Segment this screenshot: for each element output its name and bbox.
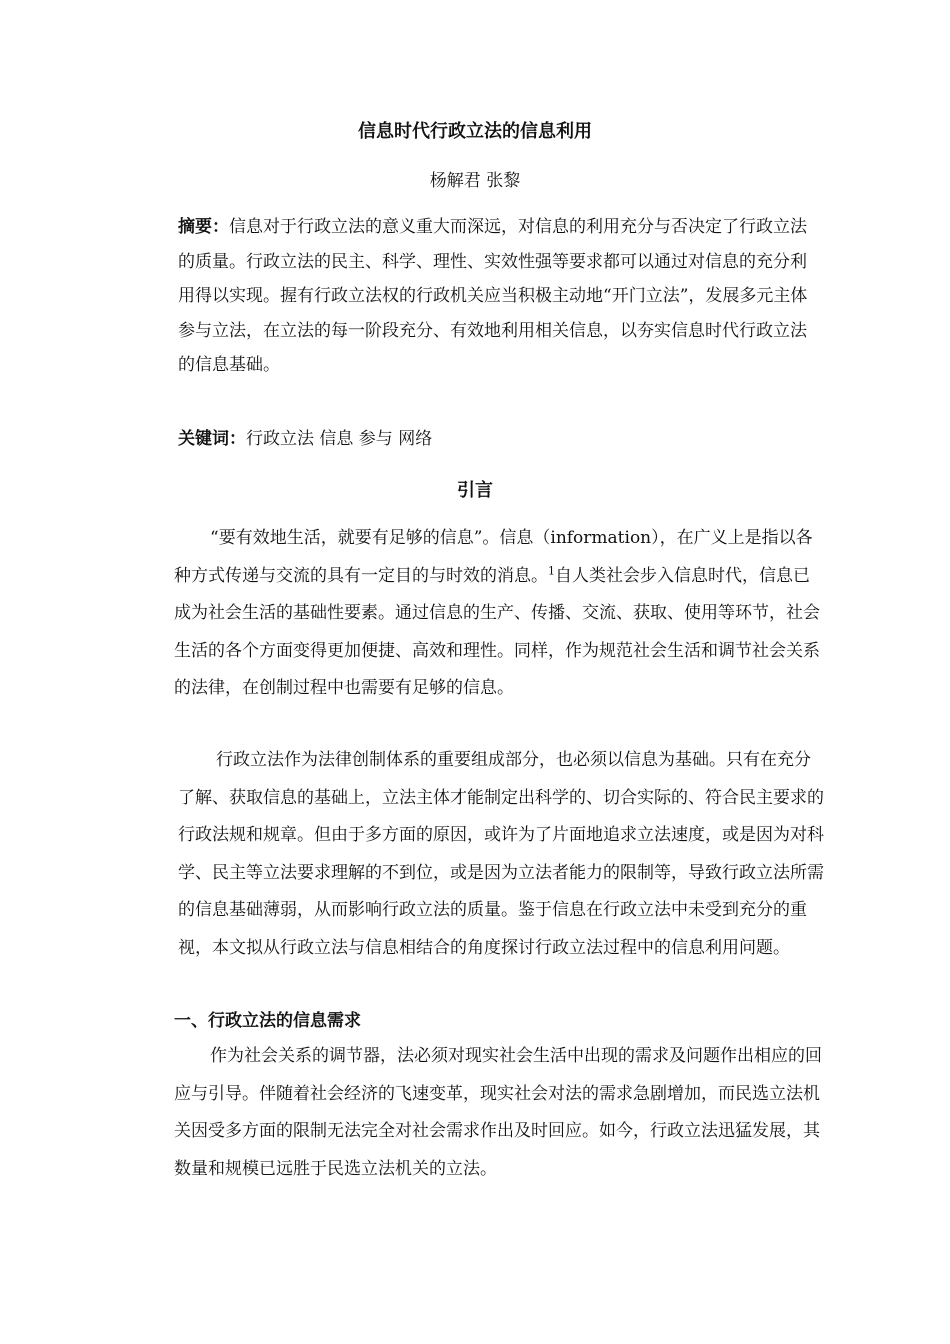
document-authors: 杨解君 张黎 xyxy=(429,171,521,191)
keywords-label: 关键词： xyxy=(178,429,246,449)
abstract xyxy=(178,210,823,383)
section-1-paragraph-1: 作为社会关系的调节器，法必须对现实社会生活中出现的需求及问题作出相应的回应与引导。伴随着社会经济的飞速变革，现实社会对法的需求急剧增加，而民选立法机关因受多方面的限制无法完全对社会需求作出及时回应。如今，行政立法迅猛发展，其数量和规模已远胜于民选立法机关的立法。 xyxy=(174,1046,822,1179)
abstract-text: 信息对于行政立法的意义重大而深远，对信息的利用充分与否决定了行政立法的质量。行政立法的民主、科学、理性、实效性强等要求都可以通过对信息的充分利用得以实现。握有行政立法权的行政机关应当积极主动地“开门立法”，发展多元主体参与立法，在立法的每一阶段充分、有效地利用相关信息，以夯实信息时代行政立法的信息基础。 xyxy=(178,217,808,375)
section-1-heading: 一、行政立法的信息需求 xyxy=(174,1011,361,1031)
intro-heading: 引言 xyxy=(457,480,493,501)
intro-p1-text-before: “要有效地生活，就要有足够的信息”。信息（information），在广义上是指以各种方式传递与交流的具有一定目的与时效的消息。 xyxy=(174,528,813,586)
intro-paragraph-1 xyxy=(174,520,824,708)
intro-p1-text-after: 自人类社会步入信息时代，信息已成为社会生活的基础性要素。通过信息的生产、传播、交流、获取、使用等环节，社会生活的各个方面变得更加便捷、高效和理性。同样，作为规范社会生活和调节社会关系的法律，在创制过程中也需要有足够的信息。 xyxy=(174,565,820,698)
document-title: 信息时代行政立法的信息利用 xyxy=(358,121,592,142)
keywords-text: 行政立法 信息 参与 网络 xyxy=(246,429,433,449)
keywords xyxy=(178,422,823,457)
footnote-marker[interactable]: 1 xyxy=(548,563,555,577)
abstract-label: 摘要： xyxy=(178,217,229,237)
intro-paragraph-2: 行政立法作为法律创制体系的重要组成部分，也必须以信息为基础。只有在充分了解、获取信息的基础上，立法主体才能制定出科学的、切合实际的、符合民主要求的行政法规和规章。但由于多方面的原因，或许为了片面地追求立法速度，或是因为对科学、民主等立法要求理解的不到位，或是因为立法者能力的限制等，导致行政立法所需的信息基础薄弱，从而影响行政立法的质量。鉴于信息在行政立法中未受到充分的重视，本文拟从行政立法与信息相结合的角度探讨行政立法过程中的信息利用问题。 xyxy=(178,750,824,958)
